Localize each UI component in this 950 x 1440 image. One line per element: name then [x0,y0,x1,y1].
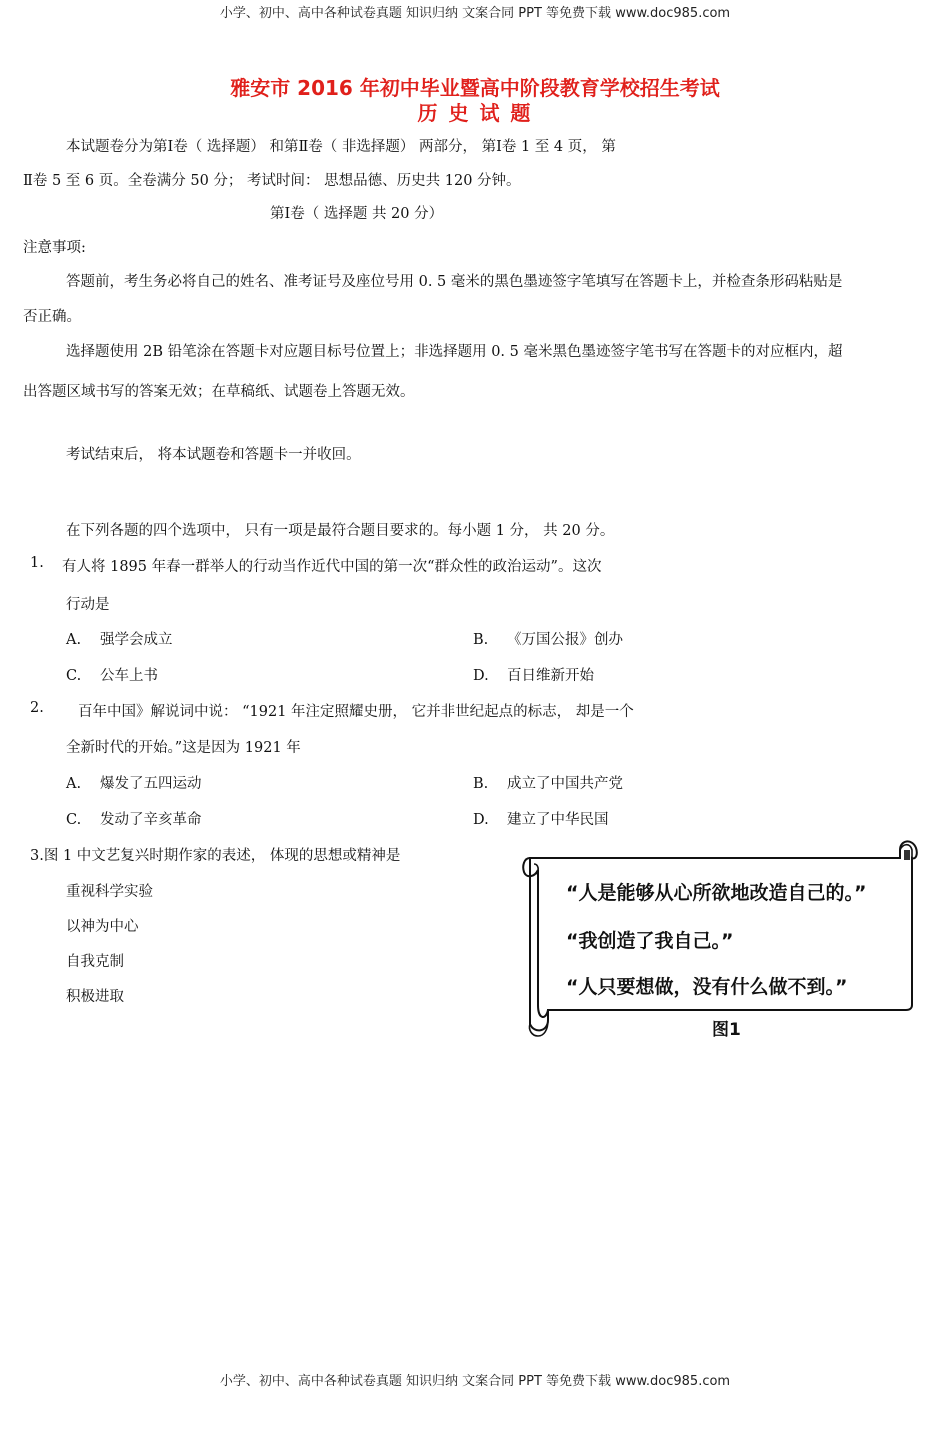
scroll-quote-3: “人只要想做，没有什么做不到。” [566,976,848,998]
question-1-option-b[interactable]: B. 《万国公报》创办 [473,632,623,648]
question-3-option-4[interactable]: 积极进取 [66,989,124,1005]
figure-caption: 图1 [712,1020,741,1040]
question-1-option-d[interactable]: D. 百日维新开始 [473,668,594,684]
question-3-number: 3. [30,848,44,864]
question-3 [30,844,400,865]
question-1-option-c[interactable]: C. 公车上书 [66,668,158,684]
intro-line-1: 本试题卷分为第Ⅰ卷（ 选择题） 和第Ⅱ卷（ 非选择题） 两部分， 第Ⅰ卷 1 至 4 页， 第 [66,139,616,155]
question-2-stem: 百年中国》解说词中说： “1921 年注定照耀史册， 它并非世纪起点的标志， 却是一个 [78,704,634,720]
page-header: 小学、初中、高中各种试卷真题 知识归纳 文案合同 PPT 等免费下载 www.doc985.com [219,6,731,21]
notes-p3: 考试结束后， 将本试题卷和答题卡一并收回。 [66,447,361,463]
intro-line-2: Ⅱ卷 5 至 6 页。全卷满分 50 分； 考试时间： 思想品德、历史共 120 分钟。 [23,173,521,189]
question-1-stem-cont: 行动是 [66,597,110,613]
scroll-quote-2: “我创造了我自己。” [566,930,734,952]
question-1-number: 1. [30,555,44,571]
notes-p2-line2: 出答题区域书写的答案无效；在草稿纸、试题卷上答题无效。 [23,384,415,400]
question-2-option-c[interactable]: C. 发动了辛亥革命 [66,812,202,828]
section-heading: 第Ⅰ卷（ 选择题 共 20 分） [270,206,444,222]
notes-p1-line2: 否正确。 [23,309,81,325]
question-3-option-1[interactable]: 重视科学实验 [66,884,153,900]
instruction: 在下列各题的四个选项中， 只有一项是最符合题目要求的。每小题 1 分， 共 20 分。 [66,523,615,539]
notes-p1-line1: 答题前，考生务必将自己的姓名、准考证号及座位号用 0. 5 毫米的黑色墨迹签字笔填写在答题卡上，并检查条形码粘贴是 [66,274,843,290]
page-footer: 小学、初中、高中各种试卷真题 知识归纳 文案合同 PPT 等免费下载 www.doc985.com [219,1374,731,1389]
exam-title: 雅安市 2016 年初中毕业暨高中阶段教育学校招生考试 [230,76,720,100]
question-3-option-3[interactable]: 自我克制 [66,954,124,970]
scroll-quote-1: “人是能够从心所欲地改造自己的。” [566,882,867,904]
question-2-number: 2. [30,700,44,716]
question-2-option-d[interactable]: D. 建立了中华民国 [473,812,609,828]
question-2-option-a[interactable]: A. 爆发了五四运动 [66,776,202,792]
notes-p2-line1: 选择题使用 2B 铅笔涂在答题卡对应题目标号位置上；非选择题用 0. 5 毫米黑色墨迹签字笔书写在答题卡的对应框内，超 [66,344,843,360]
question-1-option-a[interactable]: A. 强学会成立 [66,632,173,648]
question-2-stem-cont: 全新时代的开始。”这是因为 1921 年 [66,740,301,756]
question-2-option-b[interactable]: B. 成立了中国共产党 [473,776,623,792]
notes-heading: 注意事项: [23,240,86,256]
exam-subtitle: 历 史 试 题 [417,101,533,125]
question-3-stem: 图 1 中文艺复兴时期作家的表述， 体现的思想或精神是 [43,848,401,864]
question-3-option-2[interactable]: 以神为中心 [66,919,139,935]
question-1-stem: 有人将 1895 年春一群举人的行动当作近代中国的第一次“群众性的政治运动”。这次 [62,559,602,575]
